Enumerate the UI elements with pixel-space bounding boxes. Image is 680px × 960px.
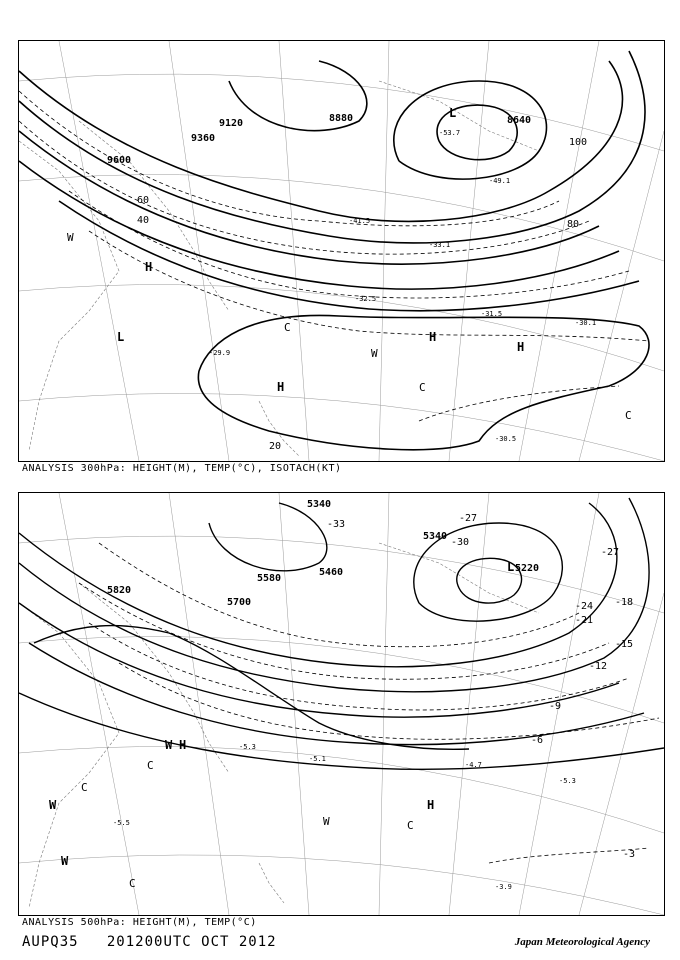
- isotherm-label: -30: [451, 537, 470, 548]
- isotherm-label: -27: [459, 513, 478, 524]
- warm-center-mark: W: [165, 738, 173, 752]
- isotherm-lines: [79, 543, 659, 863]
- station-temp: -30.5: [495, 435, 517, 443]
- product-code: AUPQ35: [22, 934, 79, 950]
- station-temp: -31.5: [481, 310, 503, 318]
- low-center-mark: L: [449, 106, 457, 120]
- coastlines: [19, 543, 539, 908]
- isotherm-label: -15: [615, 639, 634, 650]
- cold-mark: C: [419, 381, 426, 394]
- height-label: 5700: [227, 597, 252, 608]
- station-temp: -5.3: [559, 777, 576, 785]
- analysis-500hpa-map: [18, 492, 665, 916]
- station-temp: -5.3: [239, 743, 256, 751]
- isotherm-label: -27: [601, 547, 620, 558]
- station-temp: -29.9: [209, 349, 231, 357]
- station-temp: -49.1: [489, 177, 511, 185]
- high-center-mark: H: [179, 738, 187, 752]
- warm-mark: W: [67, 231, 74, 244]
- station-temp: -5.5: [113, 819, 130, 827]
- isotherm-label: -9: [549, 701, 562, 712]
- cold-mark: C: [284, 321, 291, 334]
- analysis-300hpa-map: [18, 40, 665, 462]
- cold-warm-mark-group: [81, 759, 414, 890]
- warm-center-mark: W: [61, 854, 69, 868]
- height-label: 5580: [257, 573, 282, 584]
- warm-center-mark: W: [49, 798, 57, 812]
- analysis-datetime: 201200UTC OCT 2012: [106, 934, 277, 950]
- isotach-label: 80: [567, 219, 580, 230]
- warm-mark: W: [371, 347, 378, 360]
- station-temp: -3.9: [495, 883, 512, 891]
- height-label: 8880: [329, 113, 354, 124]
- graticule: [19, 41, 664, 461]
- height-label: 9120: [219, 118, 244, 129]
- isotherm-label: -24: [575, 601, 594, 612]
- high-center-mark: H: [277, 380, 285, 394]
- cold-mark: C: [625, 409, 632, 422]
- caption-300hpa: ANALYSIS 300hPa: HEIGHT(M), TEMP(°C), ISOTACH(KT): [22, 463, 342, 474]
- height-label: 5220: [515, 563, 540, 574]
- isotherm-label: -18: [615, 597, 634, 608]
- map-300hpa-svg: [19, 41, 664, 461]
- coastlines: [19, 81, 539, 456]
- cold-mark: C: [81, 781, 88, 794]
- isotach-label: 40: [137, 215, 150, 226]
- height-label: 5340: [423, 531, 448, 542]
- station-temp: -53.7: [439, 129, 461, 137]
- station-temp: -4.7: [465, 761, 482, 769]
- station-temp-group: [113, 743, 576, 891]
- isotach-label: 20: [269, 441, 282, 452]
- caption-500hpa: ANALYSIS 500hPa: HEIGHT(M), TEMP(°C): [22, 917, 257, 928]
- cold-mark: C: [407, 819, 414, 832]
- low-center-mark: L: [117, 330, 125, 344]
- station-temp: -5.1: [309, 755, 326, 763]
- height-contours: [19, 498, 664, 769]
- isotach-lines: [19, 91, 649, 421]
- station-temp: -41.5: [349, 217, 371, 225]
- high-center-mark: H: [517, 340, 525, 354]
- warm-mark: W: [323, 815, 330, 828]
- graticule: [19, 493, 664, 915]
- height-contours: [19, 51, 649, 450]
- cold-mark: C: [129, 877, 136, 890]
- isotach-label: 100: [569, 137, 588, 148]
- height-label: 5820: [107, 585, 132, 596]
- height-label: 8640: [507, 115, 532, 126]
- product-code-line: [22, 934, 277, 950]
- high-center-mark: H: [429, 330, 437, 344]
- map-500hpa-svg: [19, 493, 664, 915]
- high-center-mark: H: [145, 260, 153, 274]
- isotach-label: 60: [137, 195, 150, 206]
- height-label: 5340: [307, 499, 332, 510]
- height-label: 9360: [191, 133, 216, 144]
- station-temp: -30.1: [575, 319, 597, 327]
- isotherm-label: -6: [531, 735, 544, 746]
- isotherm-label-group: [327, 513, 635, 860]
- agency-name: Japan Meteorological Agency: [514, 936, 650, 948]
- station-temp: -32.5: [355, 295, 377, 303]
- isotherm-label: -12: [589, 661, 608, 672]
- height-label: 5460: [319, 567, 344, 578]
- cold-mark: C: [147, 759, 154, 772]
- high-center-mark: H: [427, 798, 435, 812]
- isotherm-label: -21: [575, 615, 594, 626]
- isotherm-label: -33: [327, 519, 346, 530]
- isotherm-label: -3: [623, 849, 636, 860]
- height-label: 9600: [107, 155, 132, 166]
- low-center-mark: L: [507, 560, 515, 574]
- station-temp: -33.1: [429, 241, 451, 249]
